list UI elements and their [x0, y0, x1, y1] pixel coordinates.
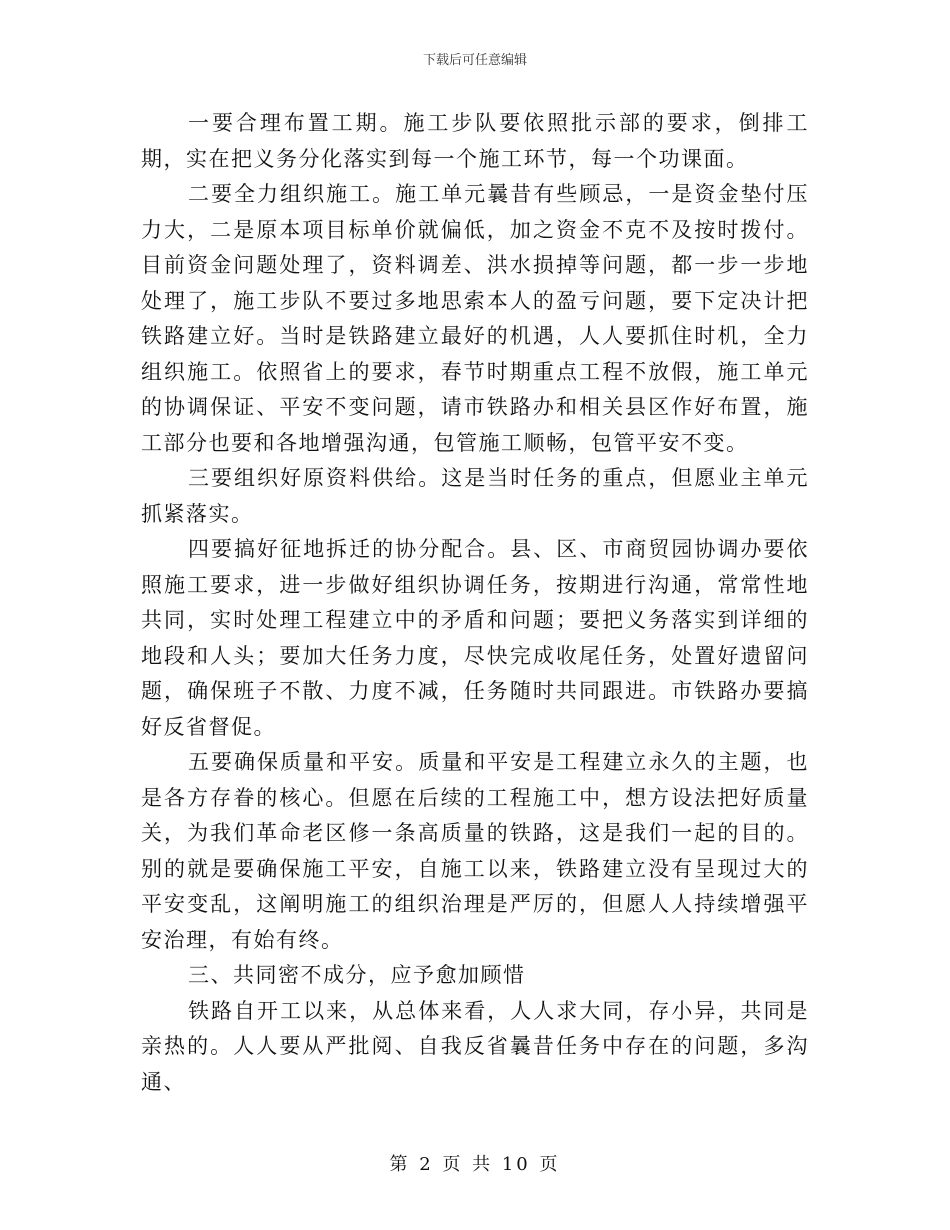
page-number: 第 2 页 共 10 页 — [389, 1154, 561, 1175]
page-header: 下载后可任意编辑 — [422, 53, 527, 68]
section-heading: 三、共同密不成分，应予愈加顾惜 — [188, 963, 526, 987]
paragraph-cooperation: 铁路自开工以来，从总体来看，人人求大同，存小异，共同是亲热的。人人要从严批阅、自我反省曩昔任务中存在的问题，多沟通、 — [141, 998, 809, 1094]
paragraph-construction: 二要全力组织施工。施工单元曩昔有些顾忌，一是资金垫付压力大，二是原本项目标单价就偏低，加之资金不克不及按时拨付。目前资金问题处理了，资料调差、洪水损掉等问题，都一步一步地处理了，施工步队不要过多地思索本人的盈亏问题，要下定决计把铁路建立好。当时是铁路建立最好的机遇，人人要抓住时机，全力组织施工。依照省上的要求，春节时期重点工程不放假，施工单元的协调保证、平安不变问题，请市铁路办和相关县区作好布置，施工部分也要和各地增强沟通，包管施工顺畅，包管平安不变。 — [141, 182, 809, 455]
body-text — [141, 106, 809, 1100]
paragraph-land-acquisition: 四要搞好征地拆迁的协分配合。县、区、市商贸园协调办要依照施工要求，进一步做好组织协调任务，按期进行沟通，常常性地共同，实时处理工程建立中的矛盾和问题；要把义务落实到详细的地段和人头；要加大任务力度，尽快完成收尾任务，处置好遗留问题，确保班子不散、力度不减，任务随时共同跟进。市铁路办要搞好反省督促。 — [141, 537, 809, 739]
paragraph-quality-safety: 五要确保质量和平安。质量和平安是工程建立永久的主题，也是各方存眷的核心。但愿在后续的工程施工中，想方设法把好质量关，为我们革命老区修一条高质量的铁路，这是我们一起的目的。别的就是要确保施工平安，自施工以来，铁路建立没有呈现过大的平安变乱，这阐明施工的组织治理是严厉的，但愿人人持续增强平安治理，有始有终。 — [141, 750, 809, 952]
paragraph-materials: 三要组织好原资料供给。这是当时任务的重点，但愿业主单元抓紧落实。 — [141, 466, 809, 526]
paragraph-schedule: 一要合理布置工期。施工步队要依照批示部的要求，倒排工期，实在把义务分化落实到每一个施工环节，每一个功课面。 — [141, 111, 809, 171]
